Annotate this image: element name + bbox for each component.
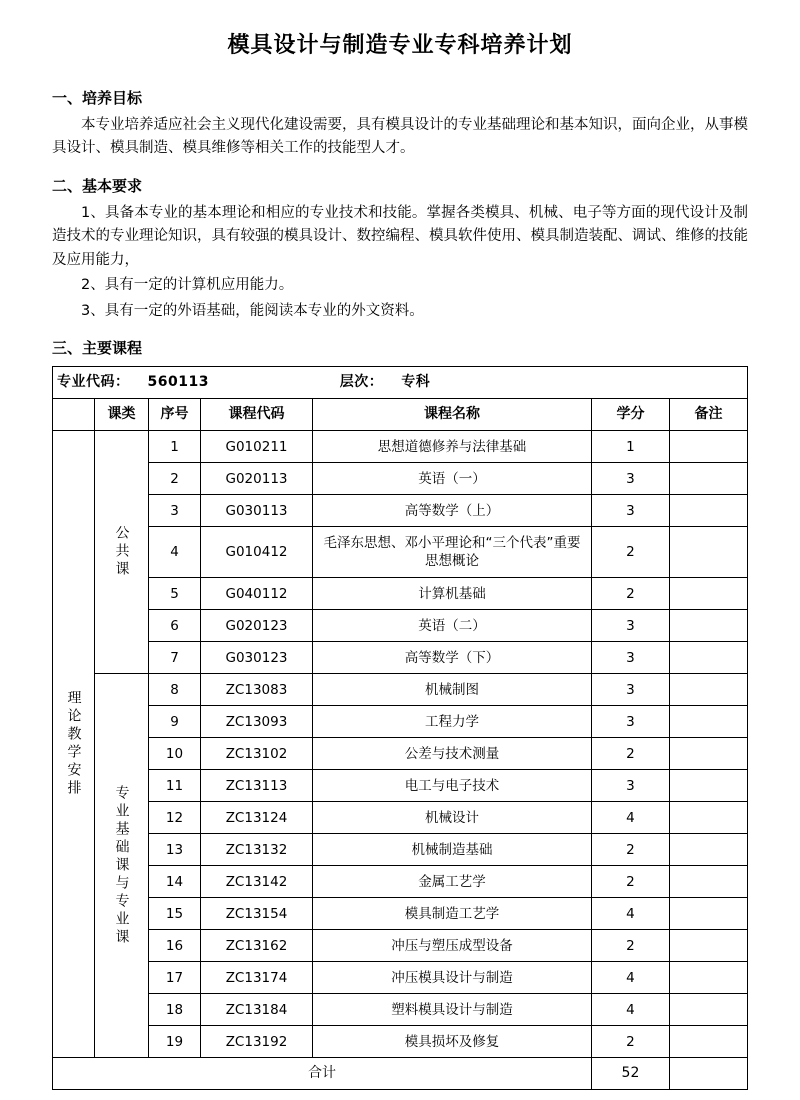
row-credit: 4 [591, 898, 669, 930]
total-note [669, 1058, 747, 1090]
row-name: 英语（一） [313, 463, 592, 495]
row-note [669, 834, 747, 866]
row-note [669, 578, 747, 610]
row-note [669, 866, 747, 898]
header-note: 备注 [669, 399, 747, 431]
row-note [669, 431, 747, 463]
row-credit: 1 [591, 431, 669, 463]
section-heading-goals: 一、培养目标 [52, 89, 143, 107]
row-code: G020113 [201, 463, 313, 495]
kind-label-major: 专业基础课与专业课 [113, 784, 130, 947]
table-row [53, 706, 748, 738]
row-name: 毛泽东思想、邓小平理论和“三个代表”重要思想概论 [313, 527, 592, 578]
row-credit: 3 [591, 642, 669, 674]
kind-cell-public [95, 431, 149, 674]
row-code: G040112 [201, 578, 313, 610]
row-code: G030113 [201, 495, 313, 527]
row-name: 高等数学（下） [313, 642, 592, 674]
row-name: 公差与技术测量 [313, 738, 592, 770]
row-note [669, 962, 747, 994]
row-note [669, 642, 747, 674]
row-no: 1 [149, 431, 201, 463]
row-credit: 2 [591, 930, 669, 962]
row-credit: 4 [591, 802, 669, 834]
row-note [669, 1026, 747, 1058]
row-code: ZC13124 [201, 802, 313, 834]
row-no: 8 [149, 674, 201, 706]
table-row [53, 834, 748, 866]
row-name: 冲压模具设计与制造 [313, 962, 592, 994]
row-code: ZC13184 [201, 994, 313, 1026]
row-note [669, 610, 747, 642]
course-plan-table-wrapper [52, 366, 748, 1090]
category-cell-theory [53, 431, 95, 1058]
row-no: 14 [149, 866, 201, 898]
total-credit: 52 [591, 1058, 669, 1090]
row-name: 高等数学（上） [313, 495, 592, 527]
row-no: 16 [149, 930, 201, 962]
row-no: 18 [149, 994, 201, 1026]
row-code: ZC13102 [201, 738, 313, 770]
total-label: 合计 [53, 1058, 592, 1090]
table-row [53, 610, 748, 642]
row-code: G030123 [201, 642, 313, 674]
header-code: 课程代码 [201, 399, 313, 431]
table-row [53, 866, 748, 898]
major-code-label: 专业代码： [57, 374, 130, 391]
row-code: ZC13162 [201, 930, 313, 962]
row-name: 工程力学 [313, 706, 592, 738]
row-code: G020123 [201, 610, 313, 642]
row-name: 机械制造基础 [313, 834, 592, 866]
table-row [53, 578, 748, 610]
row-no: 5 [149, 578, 201, 610]
table-row [53, 674, 748, 706]
row-credit: 3 [591, 495, 669, 527]
table-row [53, 738, 748, 770]
row-credit: 2 [591, 578, 669, 610]
row-credit: 3 [591, 463, 669, 495]
row-name: 思想道德修养与法律基础 [313, 431, 592, 463]
row-no: 7 [149, 642, 201, 674]
table-row [53, 527, 748, 578]
table-row [53, 1026, 748, 1058]
table-row [53, 495, 748, 527]
row-no: 15 [149, 898, 201, 930]
row-name: 塑料模具设计与制造 [313, 994, 592, 1026]
paragraph-goals-1: 本专业培养适应社会主义现代化建设需要，具有模具设计的专业基础理论和基本知识，面向企业，从事模具设计、模具制造、模具维修等相关工作的技能型人才。 [52, 117, 748, 157]
row-code: G010211 [201, 431, 313, 463]
row-no: 2 [149, 463, 201, 495]
table-row [53, 642, 748, 674]
row-no: 6 [149, 610, 201, 642]
row-no: 19 [149, 1026, 201, 1058]
kind-label-public: 公共课 [113, 525, 130, 580]
header-category-blank [53, 399, 95, 431]
table-header-row [53, 399, 748, 431]
major-code-value: 560113 [147, 374, 209, 391]
paragraph-requirements-2: 2、具有一定的计算机应用能力。 [81, 277, 294, 294]
row-credit: 3 [591, 770, 669, 802]
section-heading-courses: 三、主要课程 [52, 339, 143, 358]
row-no: 17 [149, 962, 201, 994]
row-name: 计算机基础 [313, 578, 592, 610]
table-total-row [53, 1058, 748, 1090]
row-code: G010412 [201, 527, 313, 578]
table-row [53, 802, 748, 834]
table-row [53, 994, 748, 1026]
paragraph-requirements-1: 1、具备本专业的基本理论和相应的专业技术和技能。掌握各类模具、机械、电子等方面的现代设计及制造技术的专业理论知识，具有较强的模具设计、数控编程、模具软件使用、模具制造装配、调试、维修的技能及应用能力， [52, 204, 748, 268]
row-no: 12 [149, 802, 201, 834]
row-note [669, 463, 747, 495]
row-name: 机械设计 [313, 802, 592, 834]
row-code: ZC13083 [201, 674, 313, 706]
row-note [669, 898, 747, 930]
row-credit: 2 [591, 738, 669, 770]
row-no: 10 [149, 738, 201, 770]
row-no: 11 [149, 770, 201, 802]
table-row [53, 930, 748, 962]
row-credit: 4 [591, 994, 669, 1026]
table-row [53, 431, 748, 463]
header-no: 序号 [149, 399, 201, 431]
row-note [669, 802, 747, 834]
row-name: 机械制图 [313, 674, 592, 706]
row-credit: 2 [591, 1026, 669, 1058]
course-plan-table [52, 366, 748, 1090]
level-label: 层次： [339, 374, 384, 391]
table-meta-row [53, 367, 748, 399]
row-note [669, 994, 747, 1026]
level-value: 专科 [401, 374, 431, 391]
row-note [669, 930, 747, 962]
row-note [669, 674, 747, 706]
row-code: ZC13142 [201, 866, 313, 898]
row-note [669, 495, 747, 527]
row-no: 4 [149, 527, 201, 578]
row-code: ZC13093 [201, 706, 313, 738]
row-name: 模具损坏及修复 [313, 1026, 592, 1058]
row-note [669, 770, 747, 802]
page-title: 模具设计与制造专业专科培养计划 [227, 33, 573, 58]
row-credit: 3 [591, 674, 669, 706]
header-kind: 课类 [95, 399, 149, 431]
row-credit: 4 [591, 962, 669, 994]
row-note [669, 527, 747, 578]
row-code: ZC13113 [201, 770, 313, 802]
table-row [53, 898, 748, 930]
row-no: 9 [149, 706, 201, 738]
section-heading-requirements: 二、基本要求 [52, 176, 143, 195]
row-code: ZC13154 [201, 898, 313, 930]
row-credit: 2 [591, 834, 669, 866]
row-name: 电工与电子技术 [313, 770, 592, 802]
row-credit: 2 [591, 866, 669, 898]
category-label: 理论教学安排 [65, 690, 82, 799]
row-name: 模具制造工艺学 [313, 898, 592, 930]
row-name: 英语（二） [313, 610, 592, 642]
table-row [53, 962, 748, 994]
row-credit: 3 [591, 706, 669, 738]
header-name: 课程名称 [313, 399, 592, 431]
row-note [669, 738, 747, 770]
kind-cell-major [95, 674, 149, 1058]
row-note [669, 706, 747, 738]
row-code: ZC13132 [201, 834, 313, 866]
meta-cell [53, 367, 748, 399]
row-credit: 3 [591, 610, 669, 642]
row-code: ZC13174 [201, 962, 313, 994]
row-no: 3 [149, 495, 201, 527]
table-row [53, 770, 748, 802]
paragraph-requirements-3: 3、具有一定的外语基础，能阅读本专业的外文资料。 [81, 302, 424, 319]
table-row [53, 463, 748, 495]
row-name: 冲压与塑压成型设备 [313, 930, 592, 962]
header-credit: 学分 [591, 399, 669, 431]
row-credit: 2 [591, 527, 669, 578]
row-name: 金属工艺学 [313, 866, 592, 898]
row-no: 13 [149, 834, 201, 866]
row-code: ZC13192 [201, 1026, 313, 1058]
